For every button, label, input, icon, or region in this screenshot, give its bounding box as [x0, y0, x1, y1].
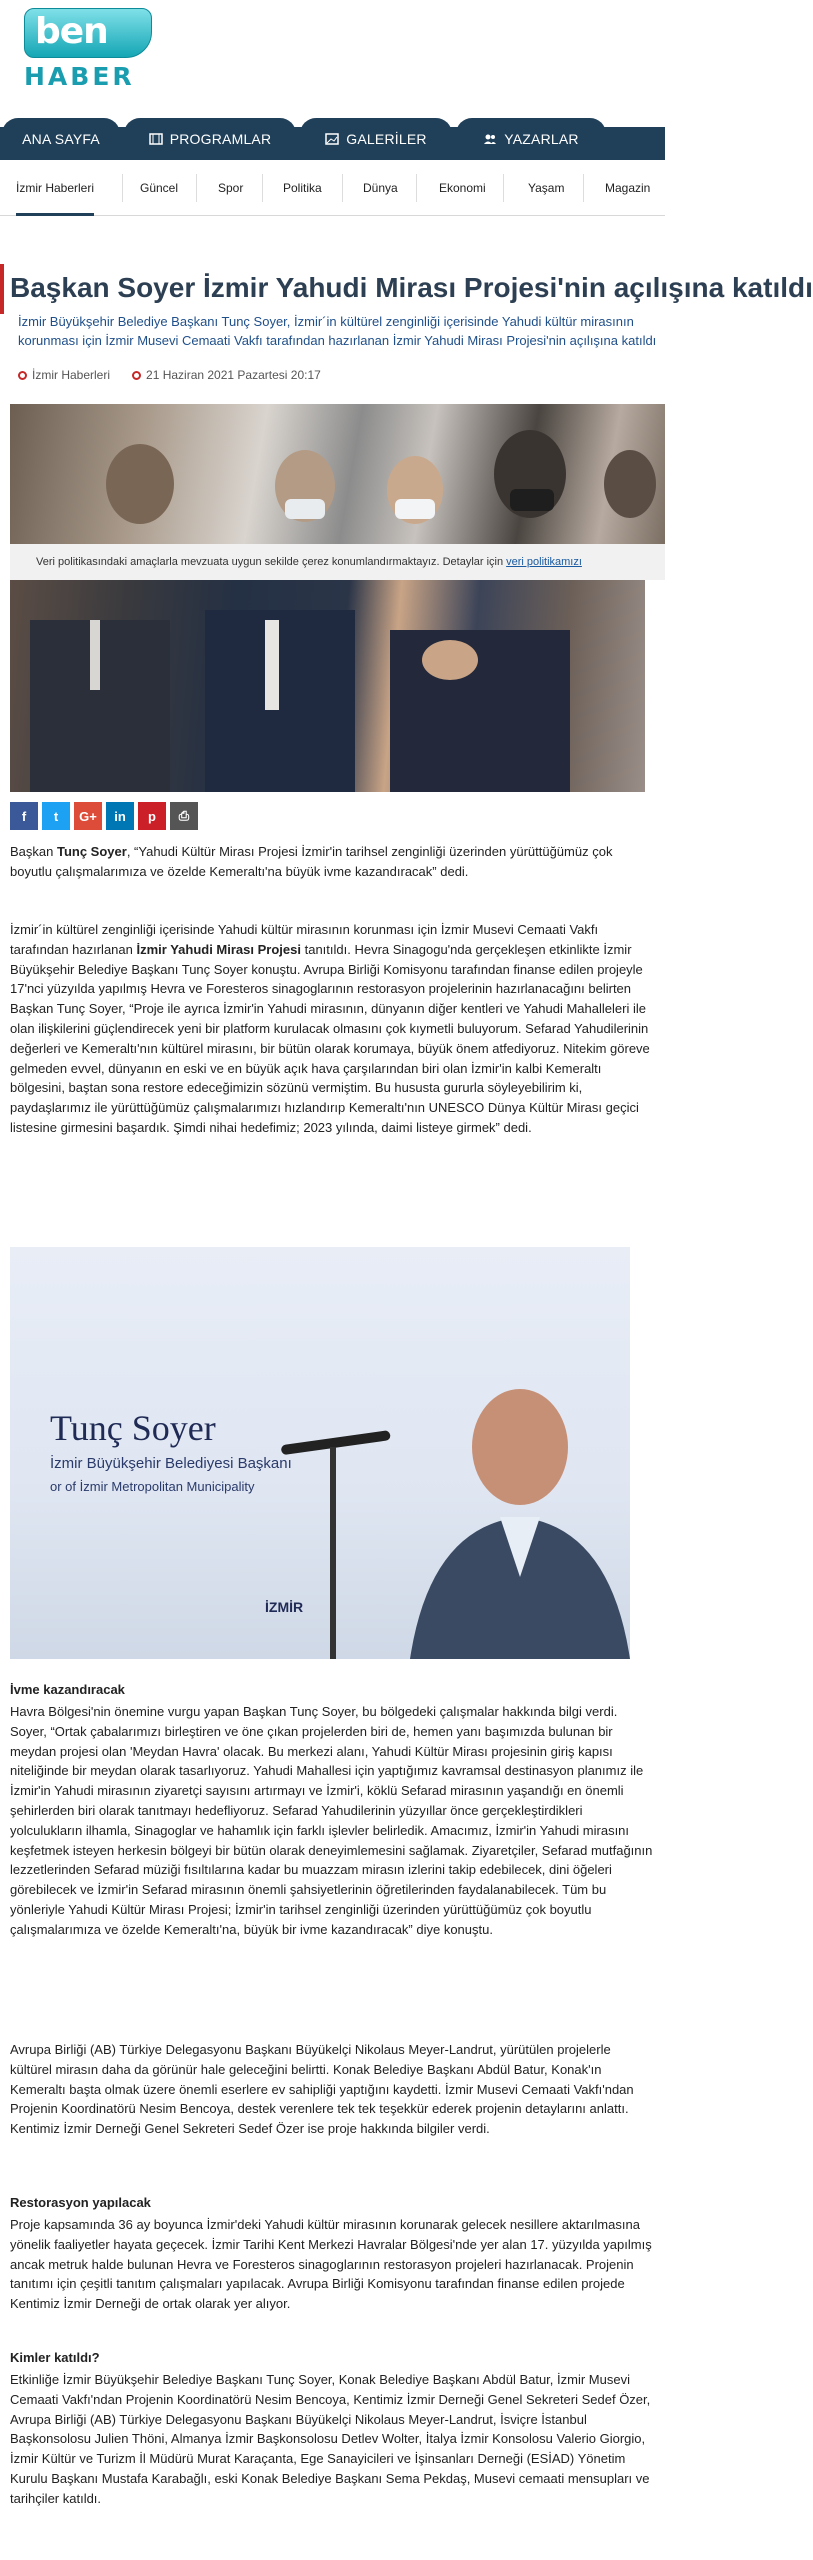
main-navigation	[0, 118, 665, 160]
tag-icon	[18, 371, 27, 380]
logo-subtitle: HABER	[24, 62, 135, 91]
banner-name: Tunç Soyer	[50, 1408, 216, 1448]
cookie-notice-text: Veri politikasındaki amaçlarla mevzuata uygun sekilde çerez konumlandırmaktayız. Detaylar için	[36, 556, 504, 568]
category-divider	[262, 174, 263, 202]
article-paragraph	[10, 920, 655, 1138]
cookie-notice	[10, 544, 665, 580]
article-category-label: İzmir Haberleri	[32, 368, 111, 382]
article-paragraph	[10, 842, 655, 882]
article-paragraph: Havra Bölgesi'nin önemine vurgu yapan Başkan Tunç Soyer, bu bölgedeki çalışmalar hakkında bilgi verdi. Soyer, “Ortak çabalarımızı birleştiren ve öne çıkan projelerden biri de, hemen yanı başımızda bulunan bir meydan projesi olan 'Meydan Havra' olacak. Bu merkezi alanı, Yahudi Kültür Mirası projesinin giriş kapısı niteliğinde bir meydan olarak tasarlıyoruz. Yahudi Mahallesi için yaptığımız kavramsal destinasyon planımız ile İzmir'in Yahudi mirasının ziyaretçi sayısını artırmayı ve İzmir'i, köklü Sefarad mirasının yaşandığı en önemli şehirlerden biri olarak tanıtmayı hedefliyoruz. Sefarad Yahudilerinin yüzyıllar önce gerçekleştirdikleri yolculukların ilhamla, Sinagoglar ve hahamlık için farklı işlevler belirledik. Amacımız, İzmir'in Yahudi mirasını keşfetmek isteyen herkesin bölgeyi bir bütün olarak deneyimlemesini sağlamak. Ziyaretçiler, Sefarad mutfağının lezzetlerinden Sefarad müziği fısıltılarına kadar bu muazzam mirasın izlerini takip edebilecek, dini öğeleri görebilecek ve İzmir'in Sefarad mirasının önemli şahsiyetlerinin öğretilerinden faydalanabilecek. Tüm bu yönleriyle Yahudi Kültür Mirası Projesi; İzmir'in tarihsel zenginliği üzerinden yürüttüğümüz çok boyutlu çalışmalarımıza ve özelde Kemeraltı'na, büyük bir ivme kazandıracak” diye konuştu.	[10, 1704, 653, 1937]
twitter-share-button[interactable]: t	[42, 802, 70, 830]
category-guncel[interactable]: Güncel	[140, 181, 179, 195]
category-divider	[416, 174, 417, 202]
category-ekonomi[interactable]: Ekonomi	[439, 181, 486, 195]
text-span: Başkan	[10, 844, 57, 859]
logo-text: ben	[35, 11, 108, 52]
pinterest-share-button[interactable]: p	[138, 802, 166, 830]
nav-tab-home[interactable]	[2, 118, 120, 160]
privacy-policy-link[interactable]: veri politikamızı	[506, 556, 582, 568]
article-meta	[18, 368, 321, 382]
print-button[interactable]: ⎙	[170, 802, 198, 830]
film-icon	[149, 133, 163, 145]
nav-tab-label: PROGRAMLAR	[169, 131, 272, 147]
nav-tab-galleries[interactable]	[300, 118, 452, 160]
photo-illustration	[10, 404, 665, 544]
nav-tab-label: ANA SAYFA	[22, 131, 100, 147]
photo-illustration	[10, 580, 645, 792]
category-spor[interactable]: Spor	[218, 181, 244, 195]
facebook-share-button[interactable]: f	[10, 802, 38, 830]
article-date-label: 21 Haziran 2021 Pazartesi 20:17	[146, 368, 321, 382]
share-buttons	[10, 802, 198, 830]
text-span: , “Yahudi Kültür Mirası Projesi İzmir'in tarihsel zenginliği üzerinden yürüttüğümüz çok boyutlu çalışmalarımıza ve özelde Kemeraltı'na büyük ivme kazandıracak” dedi.	[10, 844, 613, 879]
article-photo-top	[10, 404, 665, 544]
section-heading: İvme kazandıracak	[10, 1682, 125, 1697]
nav-tab-label: YAZARLAR	[504, 131, 579, 147]
linkedin-share-button[interactable]: in	[106, 802, 134, 830]
article-paragraph: Avrupa Birliği (AB) Türkiye Delegasyonu Başkanı Büyükelçi Nikolaus Meyer-Landrut, yürütülen projelerle kültürel mirasın daha da görünür hale geleceğini belirtti. Konak Belediye Başkanı Abdül Batur, Konak'ın Kemeraltı başta olmak üzere önemli eserlere ev sahipliği yaptığını kaydetti. İzmir Musevi Cemaati Vakfı'ndan Projenin Koordinatörü Nesim Bencoya, destek verenlere tek tek teşekkür ederek projenin detaylarını anlattı. Kentimiz İzmir Derneği Genel Sekreteri Sedef Özer ise proje hakkında bilgiler verdi.	[10, 2042, 634, 2137]
category-dunya[interactable]: Dünya	[363, 181, 398, 195]
category-izmir[interactable]: İzmir Haberleri	[16, 160, 94, 216]
category-navigation	[0, 160, 665, 216]
clock-icon	[132, 371, 141, 380]
category-divider	[583, 174, 584, 202]
title-accent-bar	[0, 264, 4, 314]
category-divider	[503, 174, 504, 202]
article-date	[132, 368, 321, 382]
category-politika[interactable]: Politika	[283, 181, 322, 195]
banner-title-en: or of İzmir Metropolitan Municipality	[50, 1479, 255, 1494]
nav-tab-programs[interactable]	[124, 118, 296, 160]
article-summary: İzmir Büyükşehir Belediye Başkanı Tunç Soyer, İzmir´in kültürel zenginliği içerisinde Yahudi kültür mirasının korunması için İzmir Musevi Cemaati Vakfı tarafından hazırlanan İzmir Yahudi Mirası Projesi'nin açılışına katıldı	[18, 314, 657, 348]
article-paragraph: Proje kapsamında 36 ay boyunca İzmir'deki Yahudi kültür mirasının korunarak gelecek nesillere aktarılmasına yönelik faaliyetler hayata geçecek. İzmir Tarihi Kent Merkezi Havralar Bölgesi'nde yer alan 17. yüzyılda yapılmış ancak metruk halde bulunan Hevra ve Foresteros sinagoglarının restorasyon projeleri hazırlanacak. Projenin tanıtımı için çeşitli tanıtım çalışmaları yapılacak. Avrupa Birliği Komisyonu tarafından finanse edilen projede Kentimiz İzmir Derneği de ortak olarak yer alıyor.	[10, 2217, 652, 2312]
article-paragraph: Etkinliğe İzmir Büyükşehir Belediye Başkanı Tunç Soyer, Konak Belediye Başkanı Abdül Batur, İzmir Musevi Cemaati Vakfı'ndan Projenin Koordinatörü Nesim Bencoya, Kentimiz İzmir Derneği Genel Sekreteri Sedef Özer, Avrupa Birliği (AB) Türkiye Delegasyonu Başkanı Büyükelçi Nikolaus Meyer-Landrut, İsviçre İstanbul Başkonsolosu Julien Thöni, Almanya İzmir Başkonsolosu Detlev Wolter, İtalya İzmir Konsolosu Valerio Giorgio, İzmir Kültür ve Turizm İl Müdürü Murat Karaçanta, Ege Sanayicileri ve İşinsanları Derneği (ESİAD) Yönetim Kurulu Başkanı Mustafa Karabağlı, eski Konak Belediye Başkanı Sema Pekdaş, Musevi cemaati mensupları ve tarihçiler katıldı.	[10, 2372, 651, 2506]
category-divider	[122, 174, 123, 202]
izmir-logo-text: İZMİR	[265, 1599, 304, 1615]
section-heading: Restorasyon yapılacak	[10, 2195, 151, 2210]
article-photo-main	[10, 580, 645, 792]
image-icon	[325, 133, 339, 145]
banner-title: İzmir Büyükşehir Belediyesi Başkanı	[50, 1455, 292, 1472]
text-bold: İzmir Yahudi Mirası Projesi	[136, 941, 301, 957]
site-logo[interactable]	[24, 8, 152, 58]
users-icon	[483, 133, 497, 145]
text-span: İzmir´in kültürel zenginliği içerisinde Yahudi kültür mirasının korunması için İzmir Musevi Cemaati Vakfı tarafından hazırlanan	[10, 922, 599, 957]
speaker-illustration	[340, 1377, 630, 1659]
text-span: tanıtıldı. Hevra Sinagogu'nda gerçekleşen etkinlikte İzmir Büyükşehir Belediye Başkanı Tunç Soyer konuştu. Avrupa Birliği Komisyonu tarafından finanse edilen projeyle 17'nci yüzyılda yapılmış Hevra ve Foresteros sinagoglarının restorasyon projelerinin hazırlanacağını belirten Başkan Tunç Soyer, “Proje ile ayrıca İzmir'in Yahudi mirasının, dünyanın diğer kentleri ve Yahudi Mahalleleri ile olan ilişkilerini güçlendirecek yeni bir platform kurulacak olmasını çok kıymetli buluyorum. Sefarad Yahudilerinin değerleri ve Kemeraltı'nın kültürel mirasını, bir bütün olarak korumaya, büyük önem atfediyoruz. Nitekim göreve gelmeden evvel, dünyanın en eski ve en büyük açık hava çarşılarından biri olan İzmir'in kalbi Kemeraltı bölgesini, baştan sona restore edeceğimizin sözünü vermiştim. Bu hususta gururla söyleyebilirim ki, paydaşlarımız ile yürüttüğümüz çalışmalarımızı hızlandırıp Kemeraltı'nın UNESCO Dünya Kültür Mirası geçici listesine girmesini başardık. Şimdi nihai hedefimiz; 2023 yılında, daimi listeye girmek” dedi.	[10, 941, 650, 1135]
article-category[interactable]	[18, 368, 110, 382]
category-yasam[interactable]: Yaşam	[528, 181, 565, 195]
section-heading: Kimler katıldı?	[10, 2350, 100, 2365]
category-divider	[342, 174, 343, 202]
category-divider	[196, 174, 197, 202]
nav-tab-authors[interactable]	[456, 118, 606, 160]
nav-tab-label: GALERİLER	[346, 131, 427, 147]
google-plus-share-button[interactable]: G+	[74, 802, 102, 830]
category-magazin[interactable]: Magazin	[605, 181, 651, 195]
article-title: Başkan Soyer İzmir Yahudi Mirası Projesi'nin açılışına katıldı	[10, 272, 813, 303]
article-photo-speech	[10, 1247, 630, 1659]
site-header	[0, 0, 665, 118]
text-bold: Tunç Soyer	[56, 844, 127, 859]
